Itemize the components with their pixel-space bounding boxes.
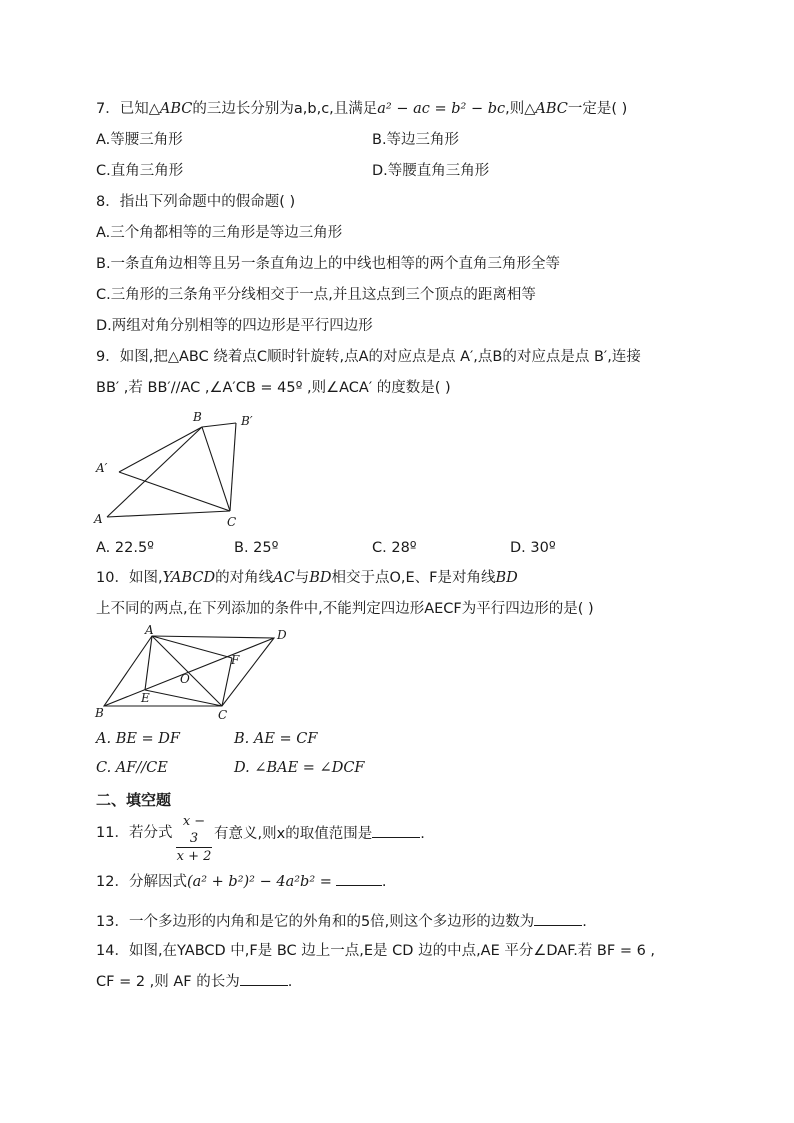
q10-stem-e: 与: [294, 570, 310, 586]
q9-label-bprime: B′: [241, 414, 253, 428]
q9-segment-a-c: [107, 511, 230, 517]
q10-option-c: C. AF//CE: [96, 760, 168, 776]
q13-answer-blank[interactable]: [534, 911, 582, 926]
q11-answer-blank[interactable]: [372, 823, 420, 838]
q10-option-d: D. ∠BAE = ∠DCF: [234, 760, 365, 776]
q11-numerator: x − 3: [176, 813, 212, 848]
q10-label-f: F: [231, 653, 240, 667]
q7-triangle-2: △ABC: [524, 101, 568, 117]
q7-stem-a: 7．已知: [96, 101, 149, 117]
q9-label-c: C: [227, 515, 237, 529]
q12-end: .: [381, 874, 387, 890]
q10-label-e: E: [141, 691, 150, 705]
q9-label-aprime: A′: [96, 461, 108, 475]
q10-label-a: A: [145, 623, 154, 637]
q10-stem-g: 相交于点O,E、F是对角线: [331, 570, 496, 586]
q7-stem: [96, 99, 627, 119]
q9-option-d: D. 30º: [510, 540, 556, 556]
q10-bd: BD: [309, 570, 332, 586]
q14-line1: 14．如图,在YABCD 中,F是 BC 边上一点,E是 CD 边的中点,AE 平分∠DAF.若 BF = 6 ,: [96, 943, 656, 959]
q7-option-b: B.等边三角形: [372, 132, 460, 148]
q10-segment-ce: [145, 690, 222, 706]
q9-stem-line1: 9．如图,把△ABC 绕着点C顺时针旋转,点A的对应点是点 A′,点B的对应点是点 B′,连接: [96, 349, 641, 365]
q9-option-c: C. 28º: [372, 540, 417, 556]
q7-option-a: A.等腰三角形: [96, 132, 183, 148]
q14-end: .: [287, 974, 293, 990]
q10-figure: [92, 624, 292, 724]
q10-segment-af: [152, 636, 232, 658]
q10-stem-a: 10．如图,: [96, 570, 163, 586]
q7-stem-e: ,则: [505, 101, 525, 117]
q11-suffix: 有意义,则x的取值范围是: [214, 826, 373, 842]
q11-line: [96, 823, 172, 843]
q7-option-d: D.等腰直角三角形: [372, 163, 490, 179]
q7-triangle: △ABC: [148, 101, 193, 117]
q13-end: .: [582, 914, 587, 930]
q9-segment-b-c: [202, 427, 230, 511]
q8-option-a: A.三个角都相等的三角形是等边三角形: [96, 225, 343, 241]
q9-figure: [90, 405, 270, 530]
q9-label-a: A: [94, 512, 103, 526]
q10-stem-c: 的对角线: [215, 570, 274, 586]
q10-label-b: B: [95, 706, 104, 720]
q10-option-b: B. AE = CF: [234, 731, 318, 747]
q9-label-b: B: [193, 410, 202, 424]
q8-option-d: D.两组对角分别相等的四边形是平行四边形: [96, 318, 373, 334]
q9-option-a: A. 22.5º: [96, 540, 154, 556]
q11-fraction: [176, 813, 212, 865]
q9-segment-a-b: [107, 427, 202, 517]
q13-line: [96, 911, 587, 932]
q9-segment-b-bprime: [202, 423, 236, 427]
q7-option-c: C.直角三角形: [96, 163, 184, 179]
q8-option-c: C.三角形的三条角平分线相交于一点,并且这点到三个顶点的距离相等: [96, 287, 536, 303]
q7-stem-c: 的三边长分别为a,b,c,且满足: [192, 101, 378, 117]
q10-label-c: C: [218, 708, 228, 722]
q11-prefix: 11．若分式: [96, 825, 173, 841]
q10-stem-line1: [96, 568, 518, 588]
q7-stem-g: 一定是( ): [567, 101, 628, 117]
q9-option-b: B. 25º: [234, 540, 279, 556]
q11-end: .: [420, 826, 425, 842]
q9-segment-aprime-b: [119, 427, 202, 472]
q10-diagonal-ac: [152, 636, 222, 706]
q11-suffix-line: [214, 823, 425, 844]
q10-parallelogram: YABCD: [162, 570, 216, 586]
q13-text: 13．一个多边形的内角和是它的外角和的5倍,则这个多边形的边数为: [96, 914, 535, 930]
q11-denominator: x + 2: [176, 849, 212, 864]
q14-answer-blank[interactable]: [240, 971, 288, 986]
q12-prefix: 12．分解因式: [96, 874, 187, 890]
q10-label-o: O: [180, 672, 190, 686]
q8-option-b: B.一条直角边相等且另一条直角边上的中线也相等的两个直角三角形全等: [96, 256, 561, 272]
q12-line: [96, 871, 387, 892]
q12-answer-blank[interactable]: [336, 871, 382, 886]
q12-expression: (a² + b²)² − 4a²b² =: [186, 874, 332, 890]
q10-option-a: A. BE = DF: [96, 731, 180, 747]
q14-line2-text: CF = 2 ,则 AF 的长为: [96, 974, 240, 990]
q7-equation: a² − ac = b² − bc: [377, 101, 506, 117]
q10-bd-2: BD: [495, 570, 518, 586]
q14-line2: [96, 971, 292, 992]
section-2-title: 二、填空题: [96, 791, 172, 809]
q10-ac: AC: [273, 570, 295, 586]
q9-stem-line2: BB′ ,若 BB′//AC ,∠A′CB = 45º ,则∠ACA′ 的度数是( ): [96, 380, 451, 396]
q9-segment-bprime-c: [230, 423, 236, 511]
q10-label-d: D: [277, 628, 287, 642]
q8-stem: 8．指出下列命题中的假命题( ): [96, 194, 296, 210]
q9-segment-aprime-c: [119, 472, 230, 511]
q10-stem-line2: 上不同的两点,在下列添加的条件中,不能判定四边形AECF为平行四边形的是( ): [96, 601, 594, 617]
